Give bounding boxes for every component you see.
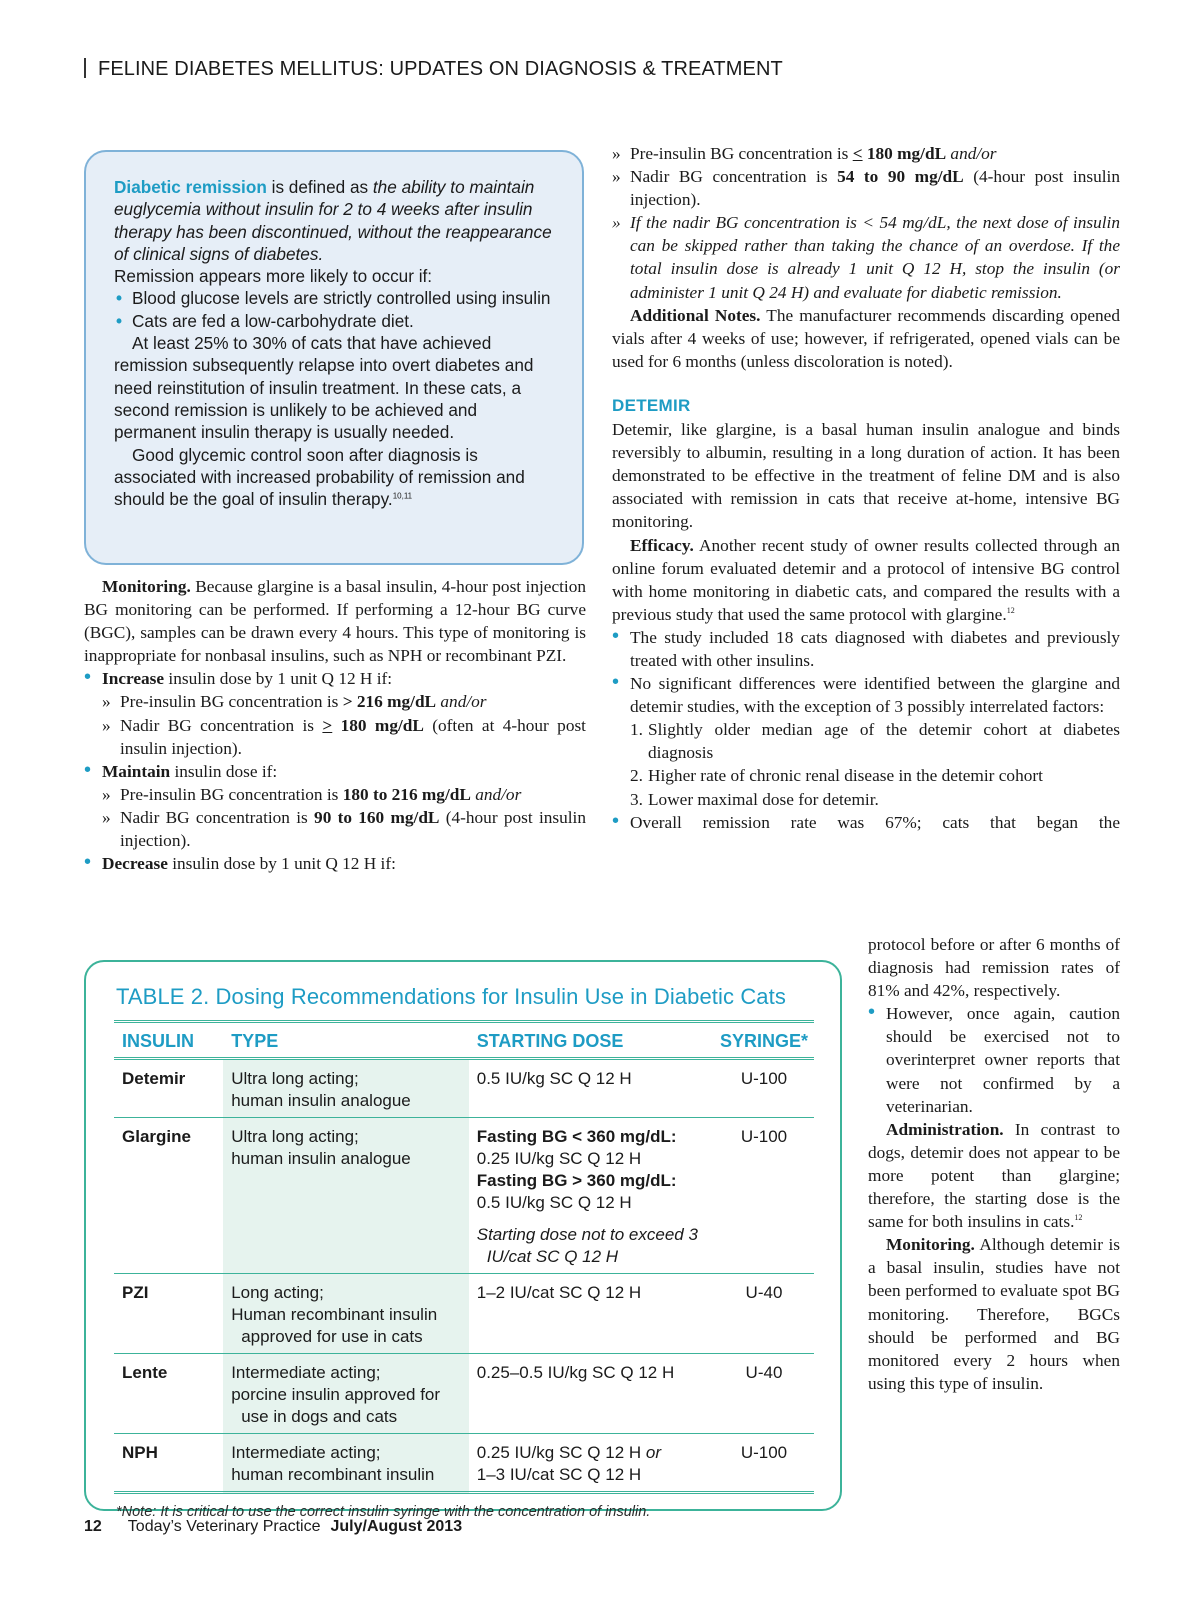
criterion-symbol: > bbox=[322, 715, 333, 735]
maintain-criterion-nadir bbox=[102, 806, 586, 852]
remission-list bbox=[612, 811, 1120, 834]
detemir-intro: Detemir, like glargine, is a basal human insulin analogue and binds reversibly to albumin, resulting in a long duration of action. It has been demonstrated to be effective in the treatment of feline DM and is also associated with remission in cats that receive at-home, intensive BG monitoring. bbox=[612, 420, 1120, 532]
type-line: Ultra long acting; bbox=[231, 1069, 359, 1088]
criterion-value: 180 to 216 mg/dL bbox=[342, 784, 471, 804]
maintain-lead: Maintain bbox=[102, 761, 171, 781]
insulin-name: Glargine bbox=[114, 1118, 223, 1274]
administration-runin: Administration. bbox=[886, 1119, 1004, 1139]
table-row bbox=[114, 1354, 814, 1434]
factor-item bbox=[612, 788, 1120, 811]
starting-dose bbox=[469, 1274, 712, 1354]
dose-line: 0.25–0.5 IU/kg SC Q 12 H bbox=[476, 1363, 675, 1382]
criterion-text: Nadir BG concentration is bbox=[120, 715, 323, 735]
insulin-name: PZI bbox=[114, 1274, 223, 1354]
syringe: U-100 bbox=[712, 1059, 814, 1118]
type-line: human recombinant insulin bbox=[231, 1465, 435, 1484]
increase-criterion-pre bbox=[102, 690, 586, 713]
dose-condition: Fasting BG < 360 mg/dL: bbox=[476, 1127, 677, 1146]
caution-item: • However, once again, caution should be exercised not to overinterpret owner reports that were not confirmed by a veterinarian. bbox=[868, 1002, 1120, 1117]
maintain-rest: insulin dose if: bbox=[170, 761, 278, 781]
efficacy-text: Another recent study of owner results collected through an online forum evaluated detemir and a protocol of intensive BG control with home monitoring in diabetic cats, and compared the results with a previous study that used the same protocol with glargine. bbox=[612, 535, 1120, 624]
dose-value: 0.25 IU/kg SC Q 12 H bbox=[476, 1443, 642, 1462]
monitoring-runin: Monitoring. bbox=[102, 577, 191, 596]
table-row bbox=[114, 1274, 814, 1354]
finding-item: • The study included 18 cats diagnosed with diabetes and previously treated with other insulins. bbox=[612, 626, 1120, 672]
administration-text: In contrast to dogs, detemir does not appear to be more potent than glargine; therefore, the starting dose is the same for both insulins in cats. bbox=[868, 1119, 1120, 1232]
increase-criterion-nadir bbox=[102, 714, 586, 760]
dose-line: 1–3 IU/cat SC Q 12 H bbox=[476, 1465, 642, 1484]
definition-para-goal bbox=[114, 444, 554, 511]
definition-lead bbox=[114, 176, 554, 265]
criterion-symbol: < bbox=[852, 144, 863, 163]
finding-text: No significant differences were identified between the glargine and detemir studies, with the exception of 3 possibly interrelated factors: bbox=[630, 674, 1120, 717]
increase-lead: Increase bbox=[102, 669, 165, 689]
additional-notes-runin: Additional Notes. bbox=[630, 305, 761, 325]
definition-bullets bbox=[114, 287, 554, 332]
definition-bullet: • Blood glucose levels are strictly controlled using insulin bbox=[114, 287, 554, 309]
insulin-name: Lente bbox=[114, 1354, 223, 1434]
table-title: TABLE 2. Dosing Recommendations for Insulin Use in Diabetic Cats bbox=[116, 984, 786, 1009]
caution-list bbox=[868, 1002, 1120, 1117]
efficacy-runin: Efficacy. bbox=[630, 535, 694, 555]
factor-text: Slightly older median age of the detemir cohort at diabetes diagnosis bbox=[648, 720, 1120, 763]
insulin-type bbox=[223, 1354, 469, 1434]
definition-text: the ability to maintain euglycemia without insulin for 2 to 4 weeks after insulin therapy has been discontinued, without the reappearance of clinical signs of diabetes. bbox=[114, 177, 552, 264]
starting-dose bbox=[469, 1354, 712, 1434]
efficacy-paragraph bbox=[612, 534, 1120, 626]
finding-item bbox=[612, 672, 1120, 718]
dose-line: 0.5 IU/kg SC Q 12 H bbox=[476, 1193, 632, 1212]
dose-line: 0.25 IU/kg SC Q 12 H bbox=[476, 1149, 642, 1168]
insulin-name: NPH bbox=[114, 1434, 223, 1493]
criterion-value: > 216 mg/dL bbox=[342, 692, 437, 712]
insulin-type bbox=[223, 1118, 469, 1274]
running-header bbox=[84, 58, 1124, 81]
maintain-criterion-pre bbox=[102, 783, 586, 806]
factor-number: 2. bbox=[630, 766, 643, 786]
header-insulin: INSULIN bbox=[114, 1022, 223, 1059]
criterion-text: Pre-insulin BG concentration is bbox=[630, 144, 853, 163]
publication-name: Today’s Veterinary Practice bbox=[127, 1518, 321, 1535]
decrease-lead: Decrease bbox=[102, 854, 168, 874]
criterion-conj: and/or bbox=[946, 144, 997, 163]
increase-item bbox=[84, 667, 586, 759]
criterion-note: (4-hour post insulin injection). bbox=[120, 807, 586, 851]
criterion-value: 180 mg/dL bbox=[862, 144, 947, 163]
administration-paragraph bbox=[868, 1118, 1120, 1233]
factor-number: 3. bbox=[630, 789, 643, 809]
syringe: U-100 bbox=[712, 1434, 814, 1493]
detemir-monitoring-runin: Monitoring. bbox=[886, 1235, 975, 1255]
reference-marker: 12 bbox=[1006, 606, 1015, 616]
factor-item bbox=[612, 764, 1120, 787]
increase-rest: insulin dose by 1 unit Q 12 H if: bbox=[164, 669, 393, 689]
criterion-text: Nadir BG concentration is bbox=[630, 167, 838, 187]
header-syringe: SYRINGE* bbox=[712, 1022, 814, 1059]
definition-term: Diabetic remission bbox=[114, 177, 267, 197]
issue-date: July/August 2013 bbox=[330, 1518, 463, 1535]
criterion-conj: and/or bbox=[470, 784, 522, 804]
starting-dose bbox=[469, 1434, 712, 1493]
insulin-type bbox=[223, 1059, 469, 1118]
definition-para-relapse: At least 25% to 30% of cats that have achieved remission subsequently relapse into overt diabetes and need reinstitution of insulin treatment. In these cats, a second remission is unlikely to be achieved and permanent insulin therapy is usually needed. bbox=[114, 333, 534, 443]
remission-item-continued: protocol before or after 6 months of diagnosis had remission rates of 81% and 42%, respectively. bbox=[868, 935, 1120, 1001]
table-header-row bbox=[114, 1022, 814, 1059]
remission-item: • Overall remission rate was 67%; cats that began the bbox=[612, 811, 1120, 834]
insulin-type bbox=[223, 1274, 469, 1354]
criterion-note: (often at 4-hour post insulin injection). bbox=[120, 715, 586, 758]
decrease-rest: insulin dose by 1 unit Q 12 H if: bbox=[167, 854, 396, 874]
decrease-criterion-skip: » If the nadir BG concentration is < 54 mg/dL, the next dose of insulin can be skipped rather than taking the chance of an overdose. If the total insulin dose is already 1 unit Q 12 H, stop the insulin (or administer 1 unit Q 24 H) and evaluate for diabetic remission. bbox=[612, 211, 1120, 303]
syringe: U-40 bbox=[712, 1354, 814, 1434]
increase-criteria bbox=[102, 690, 586, 759]
dose-note: Starting dose not to exceed 3 IU/cat SC Q 12 H bbox=[476, 1225, 698, 1266]
left-column bbox=[84, 575, 586, 875]
header-title: FELINE DIABETES MELLITUS: UPDATES ON DIAGNOSIS & TREATMENT bbox=[98, 58, 783, 80]
decrease-criteria bbox=[612, 142, 1120, 304]
criterion-text: Pre-insulin BG concentration is bbox=[120, 784, 343, 804]
detemir-monitoring-paragraph bbox=[868, 1233, 1120, 1395]
type-line: Ultra long acting; bbox=[231, 1127, 359, 1146]
criterion-value: 180 mg/dL bbox=[332, 715, 424, 735]
criterion-conj: and/or bbox=[436, 692, 487, 712]
dose-line: 0.5 IU/kg SC Q 12 H bbox=[476, 1069, 632, 1088]
definition-para-goal-text: Good glycemic control soon after diagnosis is associated with increased probability of remission and should be the goal of insulin therapy. bbox=[114, 444, 525, 510]
insulin-name: Detemir bbox=[114, 1059, 223, 1118]
factor-text: Higher rate of chronic renal disease in the detemir cohort bbox=[648, 766, 1043, 786]
table-note: *Note: It is critical to use the correct insulin syringe with the concentration of insulin. bbox=[116, 1504, 651, 1520]
factor-number: 1. bbox=[630, 720, 643, 740]
criterion-text: Pre-insulin BG concentration is bbox=[120, 692, 343, 712]
monitoring-paragraph bbox=[84, 575, 586, 667]
decrease-criterion-nadir bbox=[612, 165, 1120, 211]
dose-conj: or bbox=[641, 1443, 661, 1462]
type-line: Intermediate acting; bbox=[231, 1443, 381, 1462]
dose-line: 1–2 IU/cat SC Q 12 H bbox=[476, 1283, 642, 1302]
table-row bbox=[114, 1059, 814, 1118]
starting-dose bbox=[469, 1118, 712, 1274]
right-column bbox=[612, 142, 1120, 834]
criterion-text: Nadir BG concentration is bbox=[120, 807, 315, 827]
dosing-table-box bbox=[84, 960, 842, 1520]
factor-text: Lower maximal dose for detemir. bbox=[648, 789, 879, 809]
detemir-findings-list bbox=[612, 626, 1120, 718]
detemir-heading: DETEMIR bbox=[612, 395, 691, 415]
criterion-note: (4-hour post insulin injection). bbox=[630, 167, 1120, 210]
monitoring-text: Because glargine is a basal insulin, 4-hour post injection BG monitoring can be performed. If performing a 12-hour BG curve (BGC), samples can be drawn every 4 hours. This type of monitoring is inappropriate for nonbasal insulins, such as NPH or recombinant PZI. bbox=[84, 577, 586, 666]
criterion-value: 90 to 160 mg/dL bbox=[314, 807, 440, 827]
type-line: porcine insulin approved for use in dogs and cats bbox=[231, 1385, 441, 1426]
starting-dose bbox=[469, 1059, 712, 1118]
detemir-monitoring-text: Although detemir is a basal insulin, studies have not been performed to evaluate spot BG monitoring. Therefore, BGCs should be performed and BG monitored every 2 hours when using this type of insulin. bbox=[868, 1235, 1120, 1393]
reference-marker: 10,11 bbox=[392, 491, 413, 501]
syringe: U-40 bbox=[712, 1274, 814, 1354]
decrease-criterion-pre bbox=[612, 142, 1120, 165]
factor-item bbox=[612, 718, 1120, 764]
table-row bbox=[114, 1118, 814, 1274]
dosing-table bbox=[114, 1020, 814, 1494]
header-starting-dose: STARTING DOSE bbox=[469, 1022, 712, 1059]
page-footer bbox=[84, 1518, 462, 1536]
table-row bbox=[114, 1434, 814, 1493]
insulin-type bbox=[223, 1434, 469, 1493]
maintain-criteria bbox=[102, 783, 586, 852]
additional-notes-paragraph bbox=[612, 304, 1120, 373]
definition-connector: is defined as bbox=[266, 177, 373, 197]
factor-list bbox=[612, 718, 1120, 810]
dose-condition: Fasting BG > 360 mg/dL: bbox=[476, 1171, 677, 1190]
right-narrow-column bbox=[868, 933, 1120, 1395]
reference-marker: 12 bbox=[1074, 1213, 1083, 1223]
type-line: Long acting; bbox=[231, 1283, 324, 1302]
dose-adjust-list bbox=[84, 667, 586, 875]
additional-notes-text: The manufacturer recommends discarding opened vials after 4 weeks of use; however, if refrigerated, opened vials can be used for 6 months (unless discoloration is noted). bbox=[612, 305, 1120, 371]
criterion-value: 54 to 90 mg/dL bbox=[837, 167, 964, 187]
header-type: TYPE bbox=[223, 1022, 469, 1059]
header-rule bbox=[84, 58, 86, 78]
maintain-item bbox=[84, 760, 586, 852]
type-line: human insulin analogue bbox=[231, 1149, 411, 1168]
page-number: 12 bbox=[84, 1518, 102, 1535]
type-line: human insulin analogue bbox=[231, 1091, 411, 1110]
definition-box bbox=[84, 150, 584, 565]
syringe: U-100 bbox=[712, 1118, 814, 1274]
decrease-item bbox=[84, 852, 586, 875]
type-line: Intermediate acting; bbox=[231, 1363, 381, 1382]
definition-bullet: • Cats are fed a low-carbohydrate diet. bbox=[114, 310, 554, 332]
dose-line bbox=[477, 1442, 706, 1464]
definition-likely-intro: Remission appears more likely to occur if: bbox=[114, 266, 433, 287]
type-line: Human recombinant insulin approved for use in cats bbox=[231, 1305, 438, 1346]
